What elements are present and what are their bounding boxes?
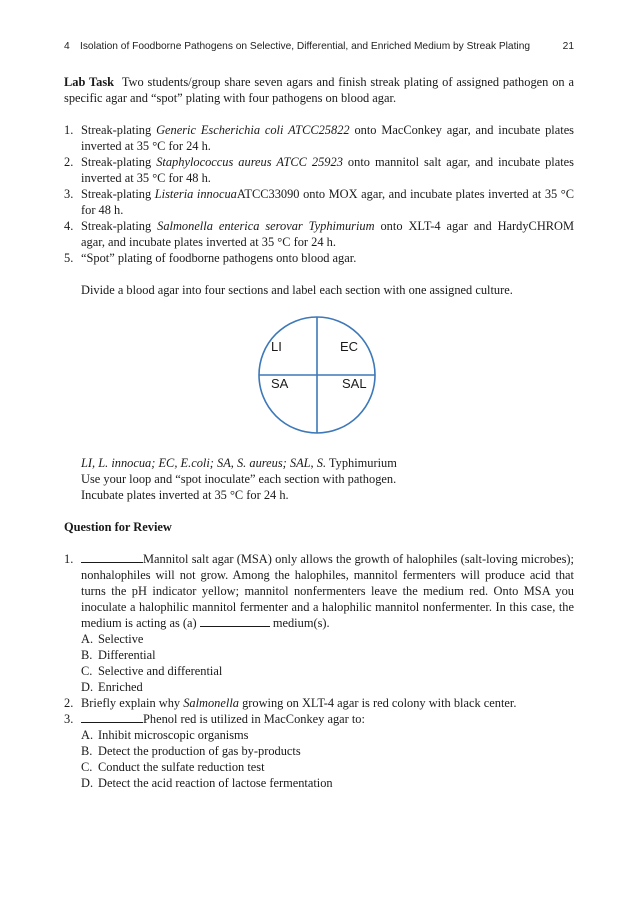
plate-svg xyxy=(64,308,574,445)
page-number: 21 xyxy=(562,41,574,52)
plate-legend: LI, L. innocua; EC, E.coli; SA, S. aureus; SAL, S. Typhimurium xyxy=(81,456,397,470)
review-questions-cont xyxy=(64,695,574,727)
chapter-number: 4 xyxy=(64,41,70,52)
lab-task-label: Lab Task xyxy=(64,75,115,89)
review-question-3: 3. Phenol red is utilized in MacConkey agar to: xyxy=(64,712,365,726)
review-questions xyxy=(64,551,574,631)
spot-instruction: Use your loop and “spot inoculate” each section with pathogen. xyxy=(81,472,397,486)
plate-label-sa: SA xyxy=(271,376,289,391)
choice-item: A. Selective xyxy=(81,632,144,646)
blood-agar-plate-diagram xyxy=(64,308,574,445)
answer-blank xyxy=(200,615,270,627)
plate-label-li: LI xyxy=(271,339,282,354)
lab-task-intro-text: Two students/group share seven agars and finish streak plating of assigned pathogen on a specific agar and “spot” plating with four pathogens on blood agar. xyxy=(64,75,574,105)
answer-blank xyxy=(81,711,143,723)
answer-blank xyxy=(81,551,143,563)
review-question-2: 2. Briefly explain why Salmonella growing on XLT-4 agar is red colony with black center. xyxy=(64,696,517,710)
choice-item: B. Detect the production of gas by-products xyxy=(81,744,301,758)
q3-choices xyxy=(64,727,574,791)
lab-step: 1. Streak-plating Generic Escherichia coli ATCC25822 onto MacConkey agar, and incubate plates inverted at 35 °C for 24 h. xyxy=(64,123,575,153)
plate-label-sal: SAL xyxy=(342,376,367,391)
divide-instruction: Divide a blood agar into four sections and label each section with one assigned culture. xyxy=(81,283,513,297)
incubate-instruction: Incubate plates inverted at 35 °C for 24 h. xyxy=(81,488,289,502)
lab-step: 5. “Spot” plating of foodborne pathogens onto blood agar. xyxy=(64,251,357,265)
choice-item: B. Differential xyxy=(81,648,156,662)
choice-item: D. Enriched xyxy=(81,680,143,694)
page-body xyxy=(64,74,574,791)
lab-step: 3. Streak-plating Listeria innocuaATCC33090 onto MOX agar, and incubate plates inverted at 35 °C for 48 h. xyxy=(64,187,575,217)
chapter-title: Isolation of Foodborne Pathogens on Selective, Differential, and Enriched Medium by Streak Plating xyxy=(80,41,531,52)
choice-item: C. Selective and differential xyxy=(81,664,223,678)
review-question-1: 1. Mannitol salt agar (MSA) only allows the growth of halophiles (salt-loving microbes); nonhalophiles will not grow. Among the halophiles, mannitol fermenters will produce acid that turns the pH indicator yellow; mannitol nonfermenters leave the medium red. Onto MSA you inoculate a halophilic mannitol fermenter and a halophilic mannitol nonfermenter. In this case, the medium is acting as (a) medium(s). xyxy=(64,552,574,630)
plate-label-ec: EC xyxy=(340,339,359,354)
lab-task-intro xyxy=(64,74,574,106)
choice-item: C. Conduct the sulfate reduction test xyxy=(81,760,265,774)
lab-step: 2. Streak-plating Staphylococcus aureus ATCC 25923 onto mannitol salt agar, and incubate plates inverted at 35 °C for 48 h. xyxy=(64,155,575,185)
lab-step: 4. Streak-plating Salmonella enterica serovar Typhimurium onto XLT-4 agar and HardyCHROM agar, and incubate plates inverted at 35 °C for 24 h. xyxy=(64,219,574,249)
review-title: Question for Review xyxy=(64,520,172,534)
lab-steps-list xyxy=(64,122,574,266)
running-header xyxy=(64,41,574,57)
q1-choices xyxy=(64,631,574,695)
choice-item: A. Inhibit microscopic organisms xyxy=(81,728,249,742)
choice-item: D. Detect the acid reaction of lactose fermentation xyxy=(81,776,333,790)
